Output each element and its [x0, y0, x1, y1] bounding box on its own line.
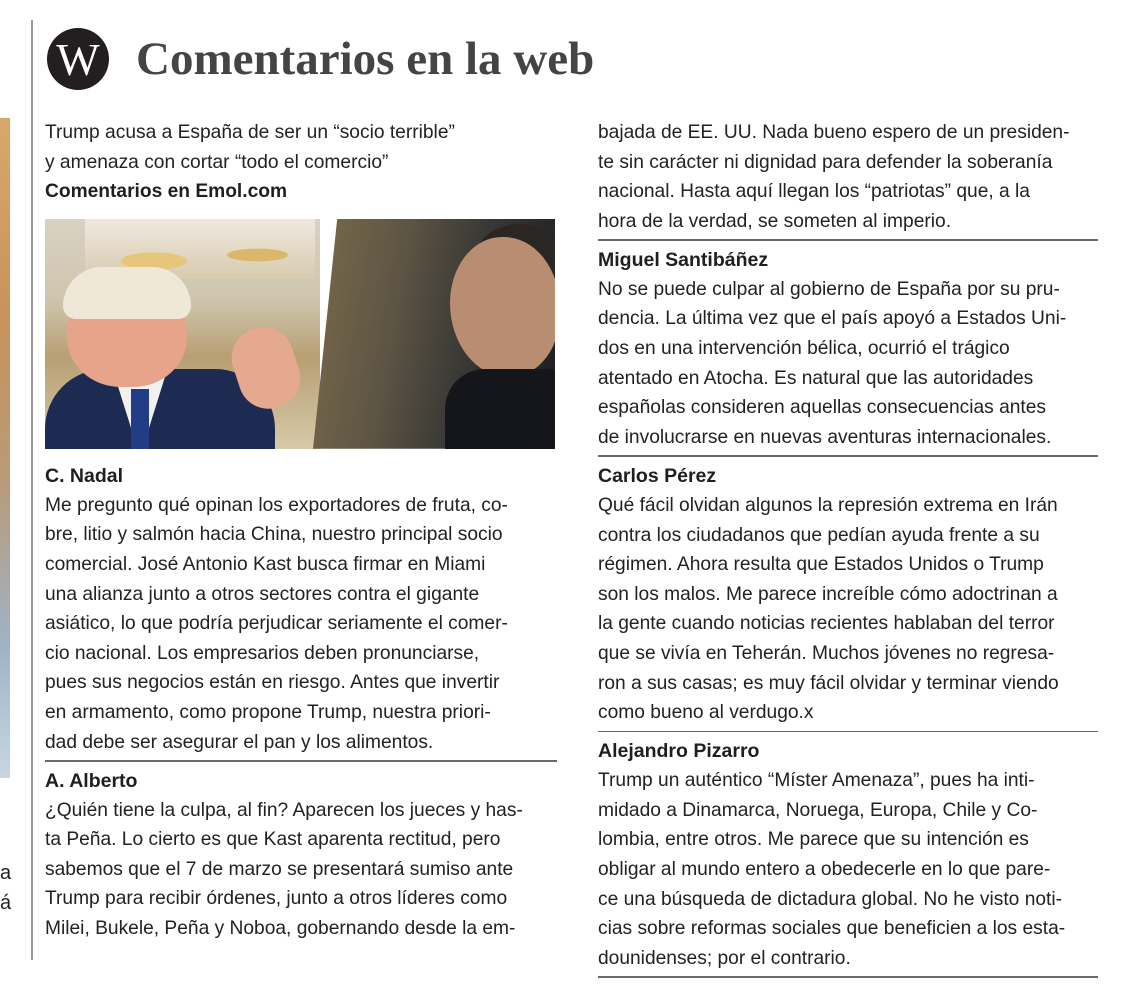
- comment-line: como bueno al verdugo.x: [598, 702, 814, 724]
- comment-line: cias sobre reformas sociales que beneficien a los esta-: [598, 918, 1066, 940]
- comment-line: régimen. Ahora resulta que Estados Unidos o Trump: [598, 554, 1044, 576]
- comment-line: asiático, lo que podría perjudicar seriamente el comer-: [45, 613, 508, 635]
- comment-line: No se puede culpar al gobierno de España por su pru-: [598, 278, 1060, 300]
- comment-line: Trump para recibir órdenes, junto a otros líderes como: [45, 888, 508, 910]
- article-photo: [45, 219, 555, 449]
- comment-author: Carlos Pérez: [598, 464, 717, 487]
- comment-line: españolas consideren aquellas consecuencias antes: [598, 397, 1047, 419]
- comment-line: contra los ciudadanos que pedían ayuda frente a su: [598, 524, 1040, 546]
- comment-line: atentado en Atocha. Es natural que las autoridades: [598, 367, 1034, 389]
- comment-continuation: [598, 118, 1098, 236]
- comment-line: ce una búsqueda de dictadura global. No he visto noti-: [598, 888, 1063, 910]
- second-figure-suit: [445, 369, 555, 449]
- comment-author: C. Nadal: [45, 464, 124, 487]
- comment-line: son los malos. Me parece increíble cómo adoctrinan a: [598, 583, 1058, 605]
- adjacent-page-photo-strip: [0, 118, 10, 778]
- left-column: [45, 118, 557, 944]
- comment-line: dounidenses; por el contrario.: [598, 947, 851, 969]
- section-logo-w: [47, 28, 109, 90]
- comment-line: midado a Dinamarca, Noruega, Europa, Chile y Co-: [598, 799, 1038, 821]
- comment-line: dencia. La última vez que el país apoyó a Estados Uni-: [598, 308, 1067, 330]
- figure-tie: [131, 389, 149, 449]
- headline-line: y amenaza con cortar “todo el comercio”: [45, 151, 389, 173]
- comment-line: ¿Quién tiene la culpa, al fin? Aparecen los jueces y has-: [45, 799, 523, 821]
- comment-line: Qué fácil olvidan algunos la represión extrema en Irán: [598, 494, 1058, 516]
- comment-body: [598, 275, 1098, 453]
- comment-line: pues sus negocios están en riesgo. Antes que invertir: [45, 672, 500, 694]
- comment-line: en armamento, como propone Trump, nuestra priori-: [45, 701, 491, 723]
- comment-line: ta Peña. Lo cierto es que Kast aparenta rectitud, pero: [45, 829, 501, 851]
- comment-line: Me pregunto qué opinan los exportadores de fruta, co-: [45, 494, 508, 516]
- comment-line: obligar al mundo entero a obedecerle en lo que pare-: [598, 858, 1051, 880]
- comment-line: ron a sus casas; es muy fácil olvidar y terminar viendo: [598, 672, 1059, 694]
- comment-line: bre, litio y salmón hacia China, nuestro principal socio: [45, 524, 503, 546]
- comment-body: [45, 491, 557, 757]
- comment-line: sabemos que el 7 de marzo se presentará sumiso ante: [45, 858, 514, 880]
- comment-divider: [45, 760, 557, 762]
- adjacent-page-letter: á: [0, 892, 12, 914]
- comment-line: lombia, entre otros. Me parece que su intención es: [598, 829, 1029, 851]
- comment-divider: [598, 976, 1098, 978]
- adjacent-page-divider: [31, 20, 33, 960]
- article-headline: [45, 118, 557, 177]
- comment-line: nacional. Hasta aquí llegan los “patriotas” que, a la: [598, 181, 1030, 203]
- adjacent-page-letter: a: [0, 862, 12, 884]
- comment-line: Trump un auténtico “Míster Amenaza”, pues ha inti-: [598, 770, 1035, 792]
- article-source: Comentarios en Emol.com: [45, 181, 288, 203]
- comment-body: [45, 796, 557, 944]
- comment-line: te sin carácter ni dignidad para defender la soberanía: [598, 151, 1053, 173]
- comment-author: Alejandro Pizarro: [598, 740, 760, 763]
- comment-line: bajada de EE. UU. Nada bueno espero de un presiden-: [598, 122, 1070, 143]
- comment-line: dos en una intervención bélica, ocurrió el trágico: [598, 338, 1010, 360]
- comment-line: dad debe ser asegurar el pan y los alimentos.: [45, 731, 434, 753]
- section-title: Comentarios en la web: [136, 33, 595, 85]
- comment-divider: [598, 731, 1098, 733]
- comment-line: comercial. José Antonio Kast busca firmar en Miami: [45, 553, 486, 575]
- logo-letter: W: [56, 33, 100, 85]
- comment-author: A. Alberto: [45, 769, 138, 792]
- comment-divider: [598, 455, 1098, 457]
- comment-line: una alianza junto a otros sectores contra el gigante: [45, 583, 480, 605]
- comment-body: [598, 766, 1098, 973]
- comment-body: [598, 491, 1098, 728]
- comment-line: la gente cuando noticias recientes hablaban del terror: [598, 613, 1055, 635]
- figure-hair: [63, 267, 191, 319]
- comment-line: cio nacional. Los empresarios deben pronunciarse,: [45, 642, 480, 664]
- comment-divider: [598, 239, 1098, 241]
- headline-line: Trump acusa a España de ser un “socio terrible”: [45, 122, 455, 143]
- right-column: [598, 118, 1098, 982]
- comment-line: de involucrarse en nuevas aventuras internacionales.: [598, 426, 1052, 448]
- comment-line: hora de la verdad, se someten al imperio.: [598, 210, 952, 232]
- comment-author: Miguel Santibáñez: [598, 248, 769, 271]
- comment-line: Milei, Bukele, Peña y Noboa, gobernando desde la em-: [45, 918, 516, 939]
- comment-line: que se vivía en Teherán. Muchos jóvenes no regresa-: [598, 642, 1055, 664]
